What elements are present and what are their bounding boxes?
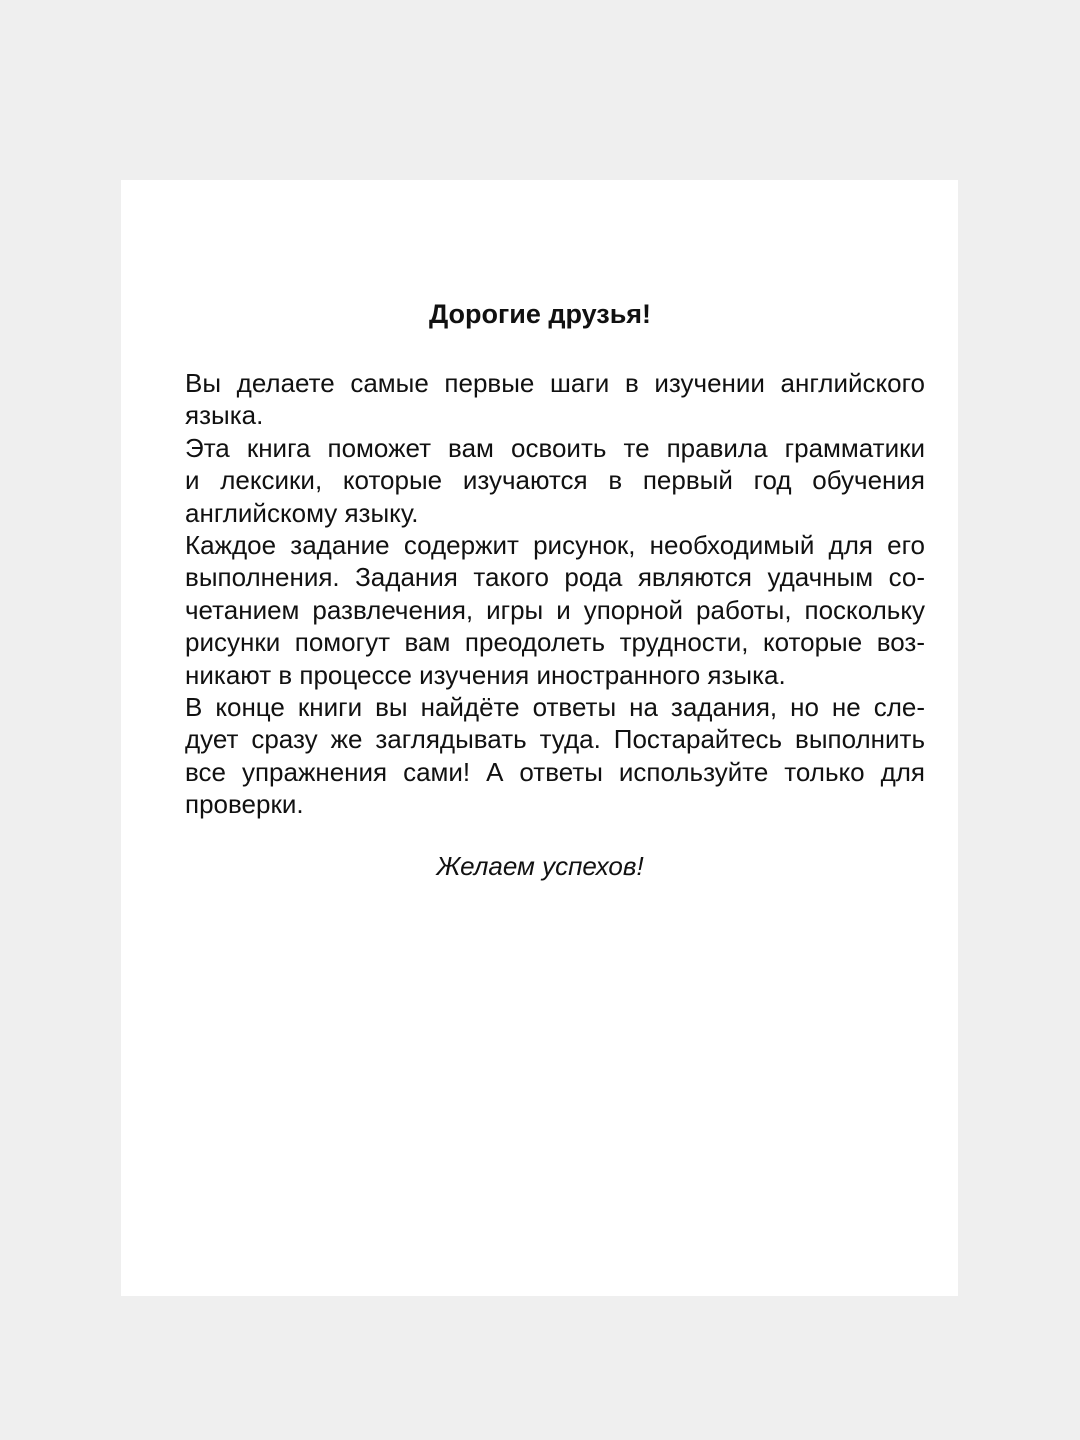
paragraph-line: Вы делаете самые первые шаги в изучении английского (185, 368, 925, 398)
paragraph-1 (155, 367, 925, 432)
page-title: Дорогие друзья! (428, 299, 652, 329)
paragraph-line: проверки. (185, 789, 304, 820)
paragraph-line: рисунки помогут вам преодолеть трудности, которые воз- (185, 627, 925, 658)
paragraph-2 (155, 432, 925, 529)
page-content (155, 298, 925, 908)
paragraph-4 (155, 691, 925, 821)
book-page (121, 180, 958, 1296)
closing-wish: Желаем успехов! (436, 850, 644, 881)
paragraph-line: английскому языку. (185, 497, 419, 528)
paragraph-line: языка. (185, 400, 264, 431)
paragraph-line: Каждое задание содержит рисунок, необходимый для его (185, 530, 925, 561)
paragraph-line: дует сразу же заглядывать туда. Постарайтесь выполнить (185, 724, 925, 755)
paragraph-line: Эта книга поможет вам освоить те правила грамматики (185, 432, 925, 463)
paragraph-3 (155, 529, 925, 691)
paragraph-line: четанием развлечения, игры и упорной работы, поскольку (185, 594, 925, 625)
paragraph-line: никают в процессе изучения иностранного языка. (185, 659, 786, 690)
paragraph-line: выполнения. Задания такого рода являются удачным со- (185, 562, 925, 593)
paragraph-line: и лексики, которые изучаются в первый год обучения (185, 465, 925, 496)
paragraph-line: все упражнения сами! А ответы используйте только для (185, 756, 925, 787)
paragraph-line: В конце книги вы найдёте ответы на задания, но не сле- (185, 692, 925, 723)
